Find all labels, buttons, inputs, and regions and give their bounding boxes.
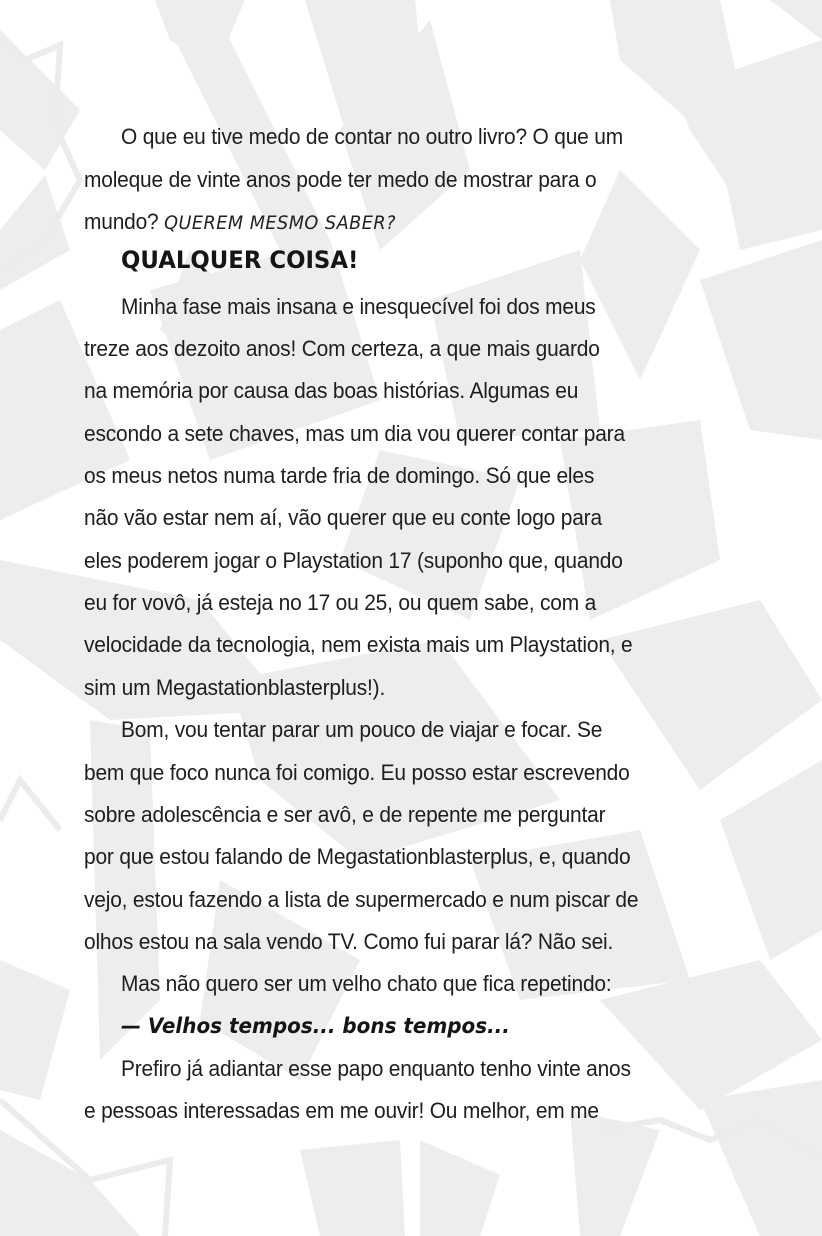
paragraph-2-line-4: escondo a sete chaves, mas um dia vou querer contar para xyxy=(84,421,625,446)
paragraph-1-line-1: O que eu tive medo de contar no outro livro? O que um xyxy=(121,124,623,149)
paragraph-2-line-3: na memória por causa das boas histórias. Algumas eu xyxy=(84,378,579,403)
paragraph-1-line-2: moleque de vinte anos pode ter medo de mostrar para o xyxy=(84,167,597,192)
paragraph-3-line-3: sobre adolescência e ser avô, e de repente me perguntar xyxy=(84,802,606,827)
paragraph-1-line-3 xyxy=(84,209,396,235)
paragraph-5-line-2: e pessoas interessadas em me ouvir! Ou melhor, em me xyxy=(84,1098,599,1123)
paragraph-2-line-6: não vão estar nem aí, vão querer que eu conte logo para xyxy=(84,505,602,530)
paragraph-3-line-5: vejo, estou fazendo a lista de supermercado e num piscar de xyxy=(84,887,639,912)
paragraph-3-line-6: olhos estou na sala vendo TV. Como fui parar lá? Não sei. xyxy=(84,929,614,954)
paragraph-1-line-3-prefix: mundo? xyxy=(84,209,165,234)
paragraph-2-line-8: eu for vovô, já esteja no 17 ou 25, ou quem sabe, com a xyxy=(84,590,597,615)
paragraph-3-line-4: por que estou falando de Megastationblasterplus, e, quando xyxy=(84,844,631,869)
comic-emphasis-text: QUEREM MESMO SABER? xyxy=(164,212,396,234)
section-heading: QUALQUER COISA! xyxy=(121,246,359,274)
paragraph-2-line-9: velocidade da tecnologia, nem exista mais um Playstation, e xyxy=(84,632,633,657)
paragraph-2-line-5: os meus netos numa tarde fria de domingo. Só que eles xyxy=(84,463,595,488)
paragraph-2-line-10: sim um Megastationblasterplus!). xyxy=(84,675,386,700)
paragraph-3-line-1: Bom, vou tentar parar um pouco de viajar e focar. Se xyxy=(121,717,603,742)
paragraph-2-line-7: eles poderem jogar o Playstation 17 (suponho que, quando xyxy=(84,548,623,573)
paragraph-2-line-1: Minha fase mais insana e inesquecível foi dos meus xyxy=(121,294,596,319)
paragraph-5-line-1: Prefiro já adiantar esse papo enquanto tenho vinte anos xyxy=(121,1056,631,1081)
paragraph-3-line-2: bem que foco nunca foi comigo. Eu posso estar escrevendo xyxy=(84,760,630,785)
dialog-quote: — Velhos tempos... bons tempos... xyxy=(121,1014,510,1038)
paragraph-2-line-2: treze aos dezoito anos! Com certeza, a que mais guardo xyxy=(84,336,600,361)
paragraph-4-line-1: Mas não quero ser um velho chato que fica repetindo: xyxy=(121,971,612,996)
